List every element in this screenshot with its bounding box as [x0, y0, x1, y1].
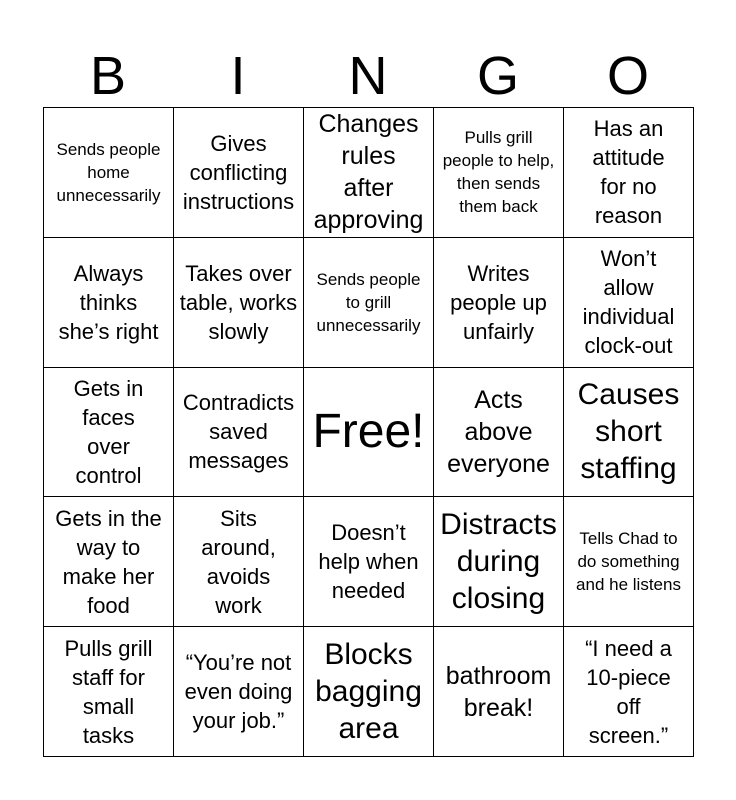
bingo-cell[interactable]	[44, 108, 174, 238]
bingo-cell[interactable]	[304, 108, 434, 238]
bingo-cell[interactable]	[434, 627, 564, 757]
cell-text: Gets in faces over control	[73, 375, 144, 488]
bingo-header	[43, 44, 693, 108]
bingo-cell[interactable]	[434, 497, 564, 627]
bingo-cell[interactable]	[434, 368, 564, 498]
bingo-cell[interactable]	[174, 108, 304, 238]
bingo-cell[interactable]	[304, 238, 434, 368]
cell-text: “I need a 10-piece off screen.”	[585, 635, 672, 748]
bingo-cell[interactable]	[304, 627, 434, 757]
cell-text: Distracts during closing	[440, 508, 557, 616]
bingo-cell[interactable]	[174, 627, 304, 757]
cell-text: Blocks bagging area	[315, 638, 422, 746]
cell-text: Acts above everyone	[447, 385, 550, 478]
bingo-cell[interactable]	[44, 627, 174, 757]
bingo-card-grid	[43, 107, 694, 757]
bingo-cell[interactable]	[564, 238, 694, 368]
cell-text: Gives conflicting instructions	[182, 130, 295, 214]
cell-text: Causes short staffing	[577, 378, 680, 486]
cell-text: Pulls grill people to help, then sends them back	[442, 128, 555, 217]
cell-text: Sits around, avoids work	[201, 505, 276, 618]
cell-text: Gets in the way to make her food	[55, 505, 162, 618]
cell-text: Tells Chad to do something and he listens	[576, 529, 681, 595]
cell-text: Won’t allow individual clock-out	[582, 246, 675, 359]
cell-text: Changes rules after approving	[313, 110, 424, 235]
cell-text: Writes people up unfairly	[450, 260, 547, 344]
bingo-cell[interactable]	[564, 368, 694, 498]
bingo-cell[interactable]	[174, 497, 304, 627]
header-letter-b: B	[89, 46, 127, 106]
cell-text: Contradicts saved messages	[182, 390, 295, 474]
bingo-cell[interactable]	[44, 368, 174, 498]
cell-text: bathroom break!	[445, 661, 552, 722]
header-letter-g: G	[476, 46, 519, 106]
cell-text: Pulls grill staff for small tasks	[64, 635, 153, 748]
cell-text: “You’re not even doing your job.”	[184, 650, 293, 734]
bingo-cell[interactable]	[304, 497, 434, 627]
free-space-text: Free!	[312, 404, 425, 458]
cell-text: Has an attitude for no reason	[592, 116, 665, 229]
header-letter-n: N	[348, 46, 388, 106]
bingo-cell[interactable]	[44, 238, 174, 368]
bingo-cell[interactable]	[174, 368, 304, 498]
cell-text: Always thinks she’s right	[58, 260, 159, 344]
bingo-cell[interactable]	[564, 627, 694, 757]
header-letter-o: O	[606, 46, 649, 106]
header-letter-i: I	[230, 46, 246, 106]
cell-text: Takes over table, works slowly	[179, 260, 298, 344]
free-space-cell[interactable]	[304, 368, 434, 498]
bingo-cell[interactable]	[434, 238, 564, 368]
cell-text: Doesn’t help when needed	[318, 520, 419, 604]
bingo-cell[interactable]	[564, 108, 694, 238]
bingo-cell[interactable]	[434, 108, 564, 238]
bingo-cell[interactable]	[44, 497, 174, 627]
bingo-cell[interactable]	[564, 497, 694, 627]
cell-text: Sends people to grill unnecessarily	[316, 269, 421, 335]
cell-text: Sends people home unnecessarily	[56, 139, 161, 205]
bingo-cell[interactable]	[174, 238, 304, 368]
